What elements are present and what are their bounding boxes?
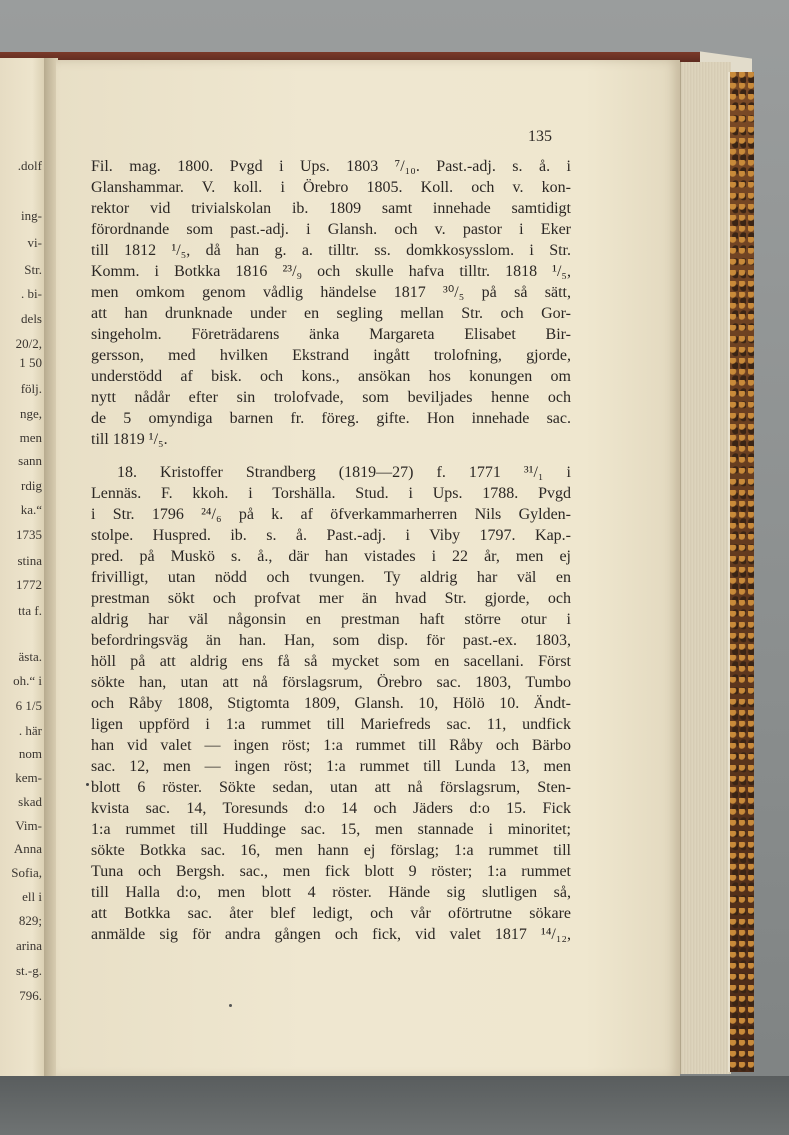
text-line: blott 6 röster. Sökte sedan, utan att nå förslagsrum, Sten- — [91, 779, 571, 796]
text-line: kvista sac. 14, Toresunds d:o 14 och Jäders d:o 15. Fick — [91, 800, 571, 817]
text-line: understödd af bisk. och kons., ansökan hos konungen om — [91, 368, 571, 385]
text-line: Lennäs. F. kkoh. i Torshälla. Stud. i Ups. 1788. Pvgd — [91, 485, 571, 502]
left-page-text-fragment: Vim- — [15, 818, 42, 833]
text-line: sökte Botkka sac. 16, men hann ej förslag; 1:a rummet till — [91, 842, 571, 859]
left-page-text-fragment: Str. — [24, 262, 42, 277]
left-page-text-fragment: nom — [18, 746, 42, 761]
text-line: rektor vid trivialskolan ib. 1809 samt innehade samtidigt — [91, 200, 571, 217]
left-page-text-fragment: arina — [16, 938, 42, 953]
left-page-text-fragment: men — [19, 430, 42, 445]
left-page-text-fragment: ka.“ — [20, 502, 42, 517]
text-line: pred. på Muskö s. å., där han vistades i 22 år, men ej — [91, 548, 571, 565]
text-line: Komm. i Botkka 1816 ²³/₉ och skulle hafva tilltr. 1818 ¹/₅, — [91, 263, 571, 280]
left-page-text-fragment: . bi- — [21, 286, 42, 301]
text-line: att Botkka sac. åter blef ledigt, och vår oförtrutne sökare — [91, 905, 571, 922]
ink-speck — [86, 783, 89, 786]
text-line: Glanshammar. V. koll. i Örebro 1805. Koll. och v. kon- — [91, 179, 571, 196]
text-line: i Str. 1796 ²⁴/₆ på k. af öfverkammarherren Nils Gylden- — [91, 506, 571, 523]
text-line: sac. 12, men — ingen röst; 1:a rummet till Lunda 13, men — [91, 758, 571, 775]
left-page-text-fragment: 6 1/5 — [15, 698, 42, 713]
text-line: aldrig har väl någonsin en prestman haft större otur i — [91, 611, 571, 628]
left-page-text-fragment: ell i — [22, 889, 42, 904]
text-line: prestman sökt och profvat mer än hvad Str. gjorde, och — [91, 590, 571, 607]
left-page-text-fragment: följ. — [20, 381, 42, 396]
left-page-text-fragment: . här — [18, 723, 42, 738]
left-page-text-fragment: dels — [21, 311, 42, 326]
left-page-text-fragment: skad — [18, 794, 42, 809]
page-body-text — [91, 156, 571, 945]
marbled-cover-edge — [728, 72, 754, 1072]
text-line: gersson, med hvilken Ekstrand ingått trolofning, gjorde, — [91, 347, 571, 364]
text-line: han vid valet — ingen röst; 1:a rummet till Råby och Bärbo — [91, 737, 571, 754]
left-page-text-fragment: 20/2, — [15, 336, 42, 351]
left-page-text-fragment: st.-g. — [16, 963, 42, 978]
ink-speck — [229, 1004, 232, 1007]
text-line: sökte han, utan att nå förslagsrum, Örebro sac. 1803, Tumbo — [91, 674, 571, 691]
text-line: de 5 omyndiga barnen fr. föreg. gifte. Hon innehade sac. — [91, 410, 571, 427]
left-page-text-fragment: vi- — [27, 235, 42, 250]
text-line: till 1812 ¹/₅, då han g. a. tilltr. ss. domkkosysslom. i Str. — [91, 242, 571, 259]
table-surface — [0, 1076, 789, 1135]
left-page-text-fragment: ästa. — [18, 649, 42, 664]
text-line: Fil. mag. 1800. Pvgd i Ups. 1803 ⁷/₁₀. Past.-adj. s. å. i — [91, 158, 571, 175]
text-line: nytt nådår efter sin trolofvade, som beviljades henne och — [91, 389, 571, 406]
left-page-text-fragment: kem- — [15, 770, 42, 785]
left-page-text-fragment: .dolf — [17, 158, 42, 173]
text-line: frivilligt, utan nödd och tvungen. Ty aldrig har väl en — [91, 569, 571, 586]
text-line: 1:a rummet till Huddinge sac. 15, men stannade i minoritet; — [91, 821, 571, 838]
text-line: att han drunknade under en segling mellan Str. och Gor- — [91, 305, 571, 322]
page-fore-edge — [680, 62, 731, 1074]
page-number: 135 — [528, 128, 552, 145]
text-line: Tuna och Bergsh. sac., men fick blott 9 röster; 1:a rummet — [91, 863, 571, 880]
left-page-text-fragment: 1 50 — [19, 355, 42, 370]
text-line: höll på att aldrig ens få så mycket som en sacellani. Först — [91, 653, 571, 670]
left-page-text-fragment: rdig — [21, 478, 42, 493]
text-line: förordnande som past.-adj. i Glansh. och v. pastor i Eker — [91, 221, 571, 238]
text-line: men omkom genom vådlig händelse 1817 ³⁰/₅ på så sätt, — [91, 284, 571, 301]
text-line: stolpe. Huspred. ib. s. å. Past.-adj. i Viby 1797. Kap.- — [91, 527, 571, 544]
text-line: till Halla d:o, men blott 4 röster. Hände sig slutligen så, — [91, 884, 571, 901]
text-line: singeholm. Företrädarens änka Margareta Elisabet Bir- — [91, 326, 571, 343]
left-page-text-fragment: oh.“ i — [13, 673, 42, 688]
entry-heading-line: 18. Kristoffer Strandberg (1819—27) f. 1771 ³¹/₁ i — [117, 464, 571, 481]
left-page-text-fragment: stina — [17, 553, 42, 568]
left-page-text-fragment: Anna — [13, 841, 42, 856]
text-line: ligen uppförd i 1:a rummet till Mariefreds sac. 11, undfick — [91, 716, 571, 733]
text-line: och Råby 1808, Stigtomta 1809, Glansh. 10, Hölö 10. Ändt- — [91, 695, 571, 712]
text-line: anmälde sig för andra gången och fick, vid valet 1817 ¹⁴/₁₂, — [91, 926, 571, 943]
left-page-text-fragment: sann — [18, 453, 42, 468]
left-page-text-fragment: nge, — [19, 406, 42, 421]
left-page-text-fragment: 1772 — [16, 577, 42, 592]
text-line: till 1819 ¹/₅. — [91, 431, 168, 448]
left-page-text-fragment: 796. — [19, 988, 42, 1003]
left-page-text-fragment: 1735 — [16, 527, 42, 542]
left-page-text-fragment: ing- — [21, 208, 42, 223]
left-page-text-fragment: 829; — [18, 913, 42, 928]
left-page-text-fragment: Sofia, — [11, 865, 42, 880]
left-page-text-fragment: tta f. — [18, 603, 42, 618]
left-page — [0, 58, 47, 1083]
text-line: befordringsväg än han. Han, som disp. för past.-ex. 1803, — [91, 632, 571, 649]
